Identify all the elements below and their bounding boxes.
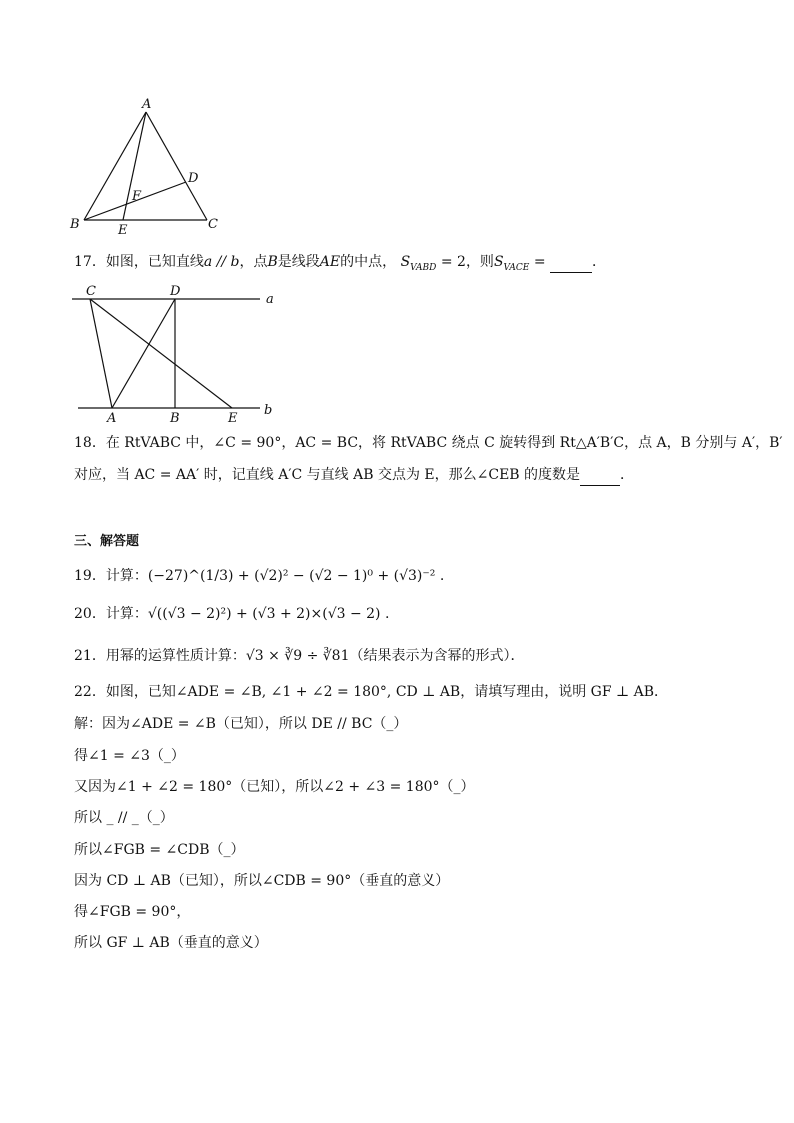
q17-text-b: ，点	[239, 254, 268, 270]
triangle-figure-1	[66, 96, 236, 236]
label-A: A	[107, 411, 117, 426]
q19-label: 计算：	[105, 568, 148, 584]
q17-area1-sub: VABD	[410, 262, 437, 273]
question-19	[74, 566, 444, 586]
label-D: D	[188, 171, 199, 186]
question-number: 18．	[74, 435, 106, 451]
label-C: C	[86, 284, 96, 299]
q22-step-1: 解：因为∠ADE = ∠B（已知），所以 DE // BC（_）	[74, 716, 408, 732]
question-18-line-1	[74, 433, 783, 453]
question-number: 20．	[74, 606, 106, 622]
question-17	[74, 252, 606, 278]
q17-text-e: ，则	[465, 254, 494, 270]
label-E: E	[118, 223, 128, 236]
q17-area1: S	[400, 254, 411, 270]
q18-text-end: ．	[620, 467, 635, 483]
question-18-line-2	[74, 465, 634, 486]
q20-expression: √((√3 − 2)²) + (√3 + 2)×(√3 − 2) .	[147, 606, 390, 622]
q18-text-1: 在 RtVABC 中，∠C = 90°，AC = BC，将 RtVABC 绕点 C 旋转得到 Rt△A′B′C，点 A，B 分别与 A′，B′	[105, 435, 783, 451]
answer-blank[interactable]	[580, 465, 620, 486]
label-A: A	[142, 97, 152, 112]
q18-text-2: 对应，当 AC = AA′ 时，记直线 A′C 与直线 AB 交点为 E，那么∠CEB 的度数是	[74, 467, 581, 483]
segment-CA	[90, 299, 112, 408]
label-B: B	[70, 217, 80, 232]
label-F: F	[132, 189, 142, 204]
q21-expression: √3 × ∛9 ÷ ∛81	[245, 648, 350, 664]
q17-parallel: a // b	[203, 254, 240, 270]
q17-point-b: B	[267, 254, 278, 270]
q22-step-4: 所以 _ // _（_）	[74, 810, 174, 826]
q20-label: 计算：	[105, 606, 148, 622]
q17-text-d: 的中点，	[340, 254, 397, 270]
segment-AC	[146, 112, 207, 220]
label-b: b	[264, 403, 273, 418]
question-22	[74, 682, 668, 702]
question-21	[74, 646, 524, 666]
question-number: 22．	[74, 684, 106, 700]
q22-step-7: 得∠FGB = 90°，	[74, 904, 191, 920]
q22-step-3: 又因为∠1 + ∠2 = 180°（已知），所以∠2 + ∠3 = 180°（_）	[74, 779, 475, 795]
label-D: D	[170, 284, 181, 299]
q22-step-5: 所以∠FGB = ∠CDB（_）	[74, 842, 245, 858]
q17-text-f: =	[533, 254, 546, 270]
q17-area2-sub: VACE	[503, 262, 530, 273]
segment-DA	[112, 299, 175, 408]
question-number: 21．	[74, 648, 106, 664]
q17-text-a: 如图，已知直线	[105, 254, 204, 270]
q17-segment: AE	[319, 254, 341, 270]
label-a: a	[266, 292, 274, 307]
label-C: C	[208, 217, 218, 232]
q21-text: 用幂的运算性质计算：	[105, 648, 246, 664]
segment-CE	[90, 299, 232, 408]
q22-prompt: 如图，已知∠ADE = ∠B, ∠1 + ∠2 = 180°, CD ⊥ AB，请填写理由，说明 GF ⊥ AB．	[105, 684, 669, 700]
q19-expression: (−27)^(1/3) + (√2)² − (√2 − 1)⁰ + (√3)⁻² .	[147, 568, 445, 584]
q21-note: （结果表示为含幂的形式）．	[349, 648, 525, 664]
label-B: B	[170, 411, 180, 426]
question-20	[74, 604, 389, 624]
q22-step-2: 得∠1 = ∠3（_）	[74, 748, 185, 764]
parallel-lines-figure	[70, 284, 285, 426]
q17-text-g: ．	[592, 254, 607, 270]
label-E: E	[228, 411, 238, 426]
q17-area1-value: = 2	[440, 254, 466, 270]
q22-step-6: 因为 CD ⊥ AB（已知），所以∠CDB = 90°（垂直的意义）	[74, 873, 450, 889]
q22-step-8: 所以 GF ⊥ AB（垂直的意义）	[74, 935, 268, 951]
question-number: 19．	[74, 568, 106, 584]
answer-blank[interactable]	[550, 252, 592, 273]
section-title: 三、解答题	[74, 534, 140, 549]
question-number: 17．	[74, 254, 106, 270]
q17-area2: S	[493, 254, 504, 270]
q17-text-c: 是线段	[277, 254, 320, 270]
